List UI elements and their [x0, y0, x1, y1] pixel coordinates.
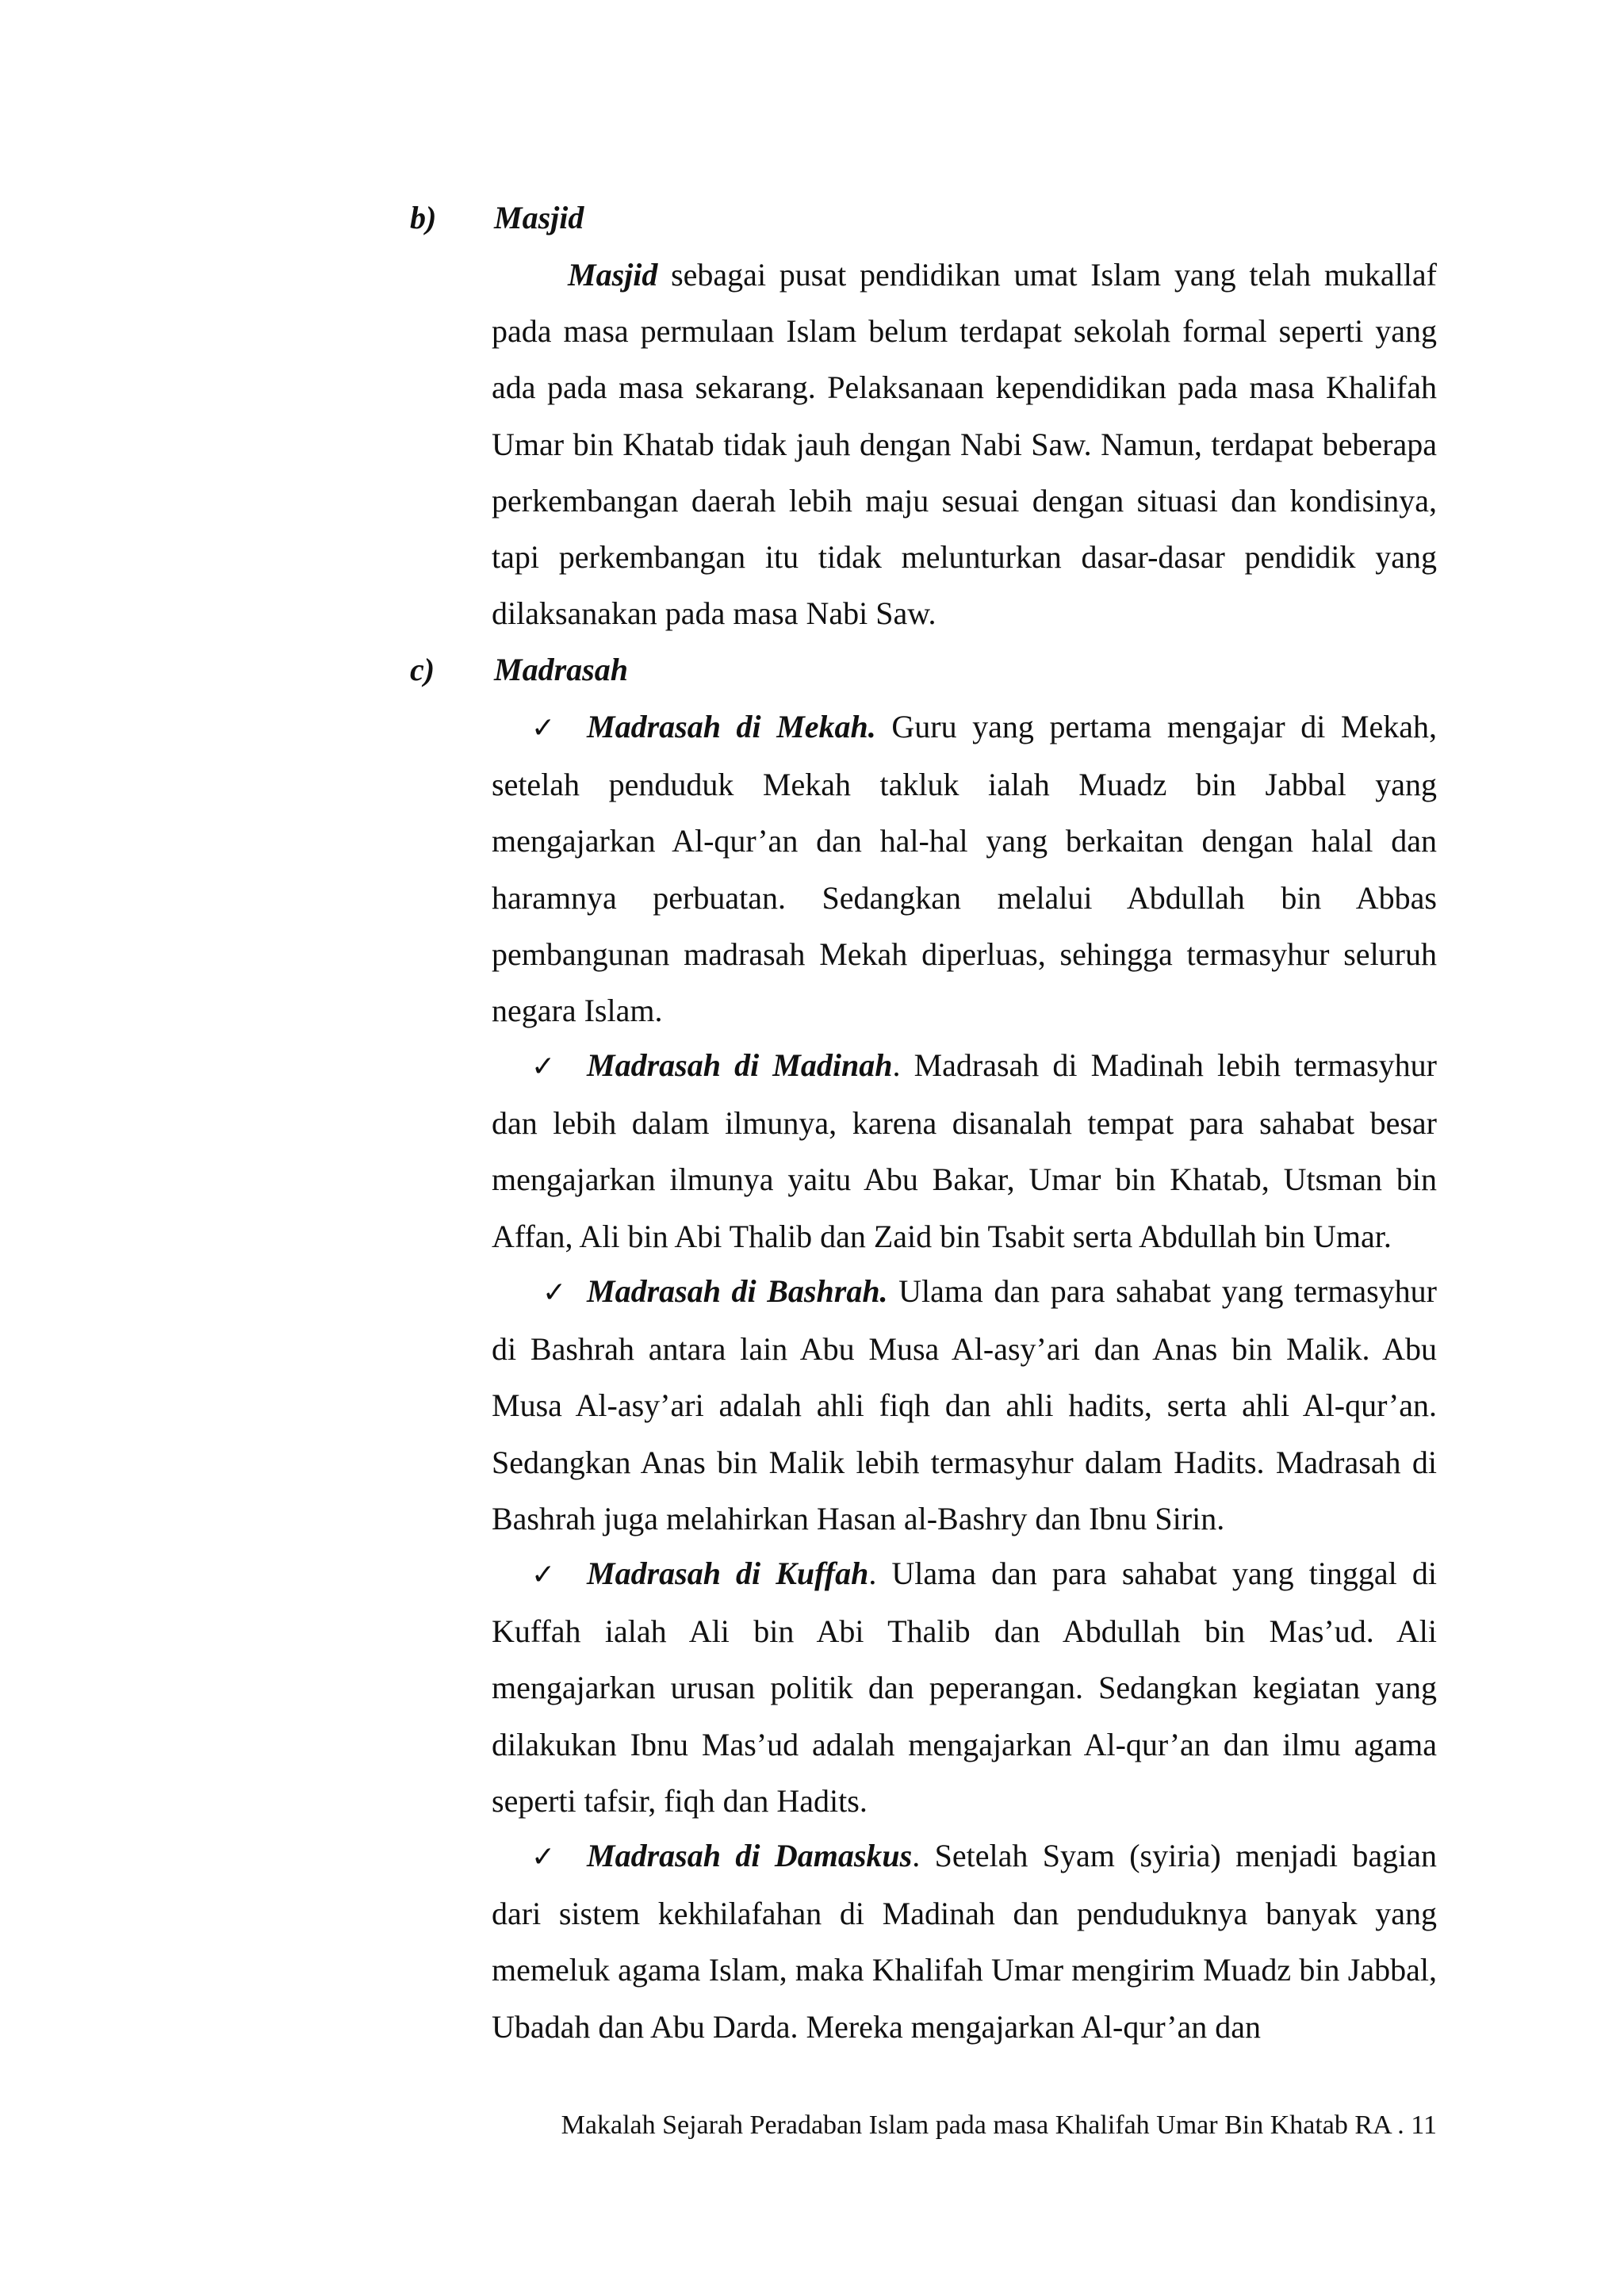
page-footer: Makalah Sejarah Peradaban Islam pada masa Khalifah Umar Bin Khatab RA . 11	[561, 2110, 1437, 2140]
paragraph-text: sebagai pusat pendidikan umat Islam yang telah mukallaf pada masa permulaan Islam belum terdapat sekolah formal seperti yang ada pada masa sekarang. Pelaksanaan kependidikan pada masa Khalifah Umar bin Khatab tidak jauh dengan Nabi Saw. Namun, terdapat beberapa perkembangan daerah lebih maju sesuai dengan situasi dan kondisinya, tapi perkembangan itu tidak melunturkan dasar-dasar pendidik yang dilaksanakan pada masa Nabi Saw.	[492, 257, 1437, 632]
checkmark-icon: ✓	[531, 712, 556, 744]
item-lead: Madrasah di Madinah	[587, 1047, 893, 1083]
item-lead: Madrasah di Mekah.	[587, 709, 876, 744]
list-item-madrasah-mekah	[492, 698, 1437, 1039]
section-title: Madrasah	[494, 652, 628, 687]
item-text: . Setelah Syam (syiria) menjadi bagian dari sistem kekhilafahan di Madinah dan penduduknya banyak yang memeluk agama Islam, maka Khalifah Umar mengirim Muadz bin Jabbal, Ubadah dan Abu Darda. Mereka mengajarkan Al-qur’an dan	[492, 1838, 1437, 2045]
list-item-madrasah-bashrah	[492, 1263, 1437, 1547]
section-marker: b)	[410, 200, 437, 235]
section-title: Masjid	[494, 200, 584, 235]
section-marker: c)	[410, 652, 435, 687]
paragraph-lead: Masjid	[568, 257, 658, 293]
item-text: Ulama dan para sahabat yang termasyhur di Bashrah antara lain Abu Musa Al-asy’ari dan Anas bin Malik. Abu Musa Al-asy’ari adalah ahli fiqh dan ahli hadits, serta ahli Al-qur’an. Sedangkan Anas bin Malik lebih termasyhur dalam Hadits. Madrasah di Bashrah juga melahirkan Hasan al-Bashry dan Ibnu Sirin.	[492, 1273, 1437, 1536]
list-item-madrasah-damaskus	[492, 1827, 1437, 2055]
checkmark-icon: ✓	[531, 1050, 556, 1083]
item-lead: Madrasah di Damaskus	[587, 1838, 913, 1873]
item-lead: Madrasah di Kuffah	[587, 1556, 869, 1591]
item-text: . Ulama dan para sahabat yang tinggal di Kuffah ialah Ali bin Abi Thalib dan Abdullah bin Mas’ud. Ali mengajarkan urusan politik dan peperangan. Sedangkan kegiatan yang dilakukan Ibnu Mas’ud adalah mengajarkan Al-qur’an dan ilmu agama seperti tafsir, fiqh dan Hadits.	[492, 1556, 1437, 1819]
checkmark-icon: ✓	[542, 1276, 567, 1309]
paragraph-masjid	[492, 247, 1437, 641]
list-item-madrasah-kuffah	[492, 1545, 1437, 1829]
item-lead: Madrasah di Bashrah.	[587, 1273, 888, 1309]
section-heading-madrasah	[410, 641, 628, 698]
list-item-madrasah-madinah	[492, 1037, 1437, 1265]
section-heading-masjid	[410, 189, 584, 247]
item-text: . Madrasah di Madinah lebih termasyhur dan lebih dalam ilmunya, karena disanalah tempat para sahabat besar mengajarkan ilmunya yaitu Abu Bakar, Umar bin Khatab, Utsman bin Affan, Ali bin Abi Thalib dan Zaid bin Tsabit serta Abdullah bin Umar.	[492, 1047, 1437, 1254]
checkmark-icon: ✓	[531, 1559, 556, 1591]
item-text: Guru yang pertama mengajar di Mekah, setelah penduduk Mekah takluk ialah Muadz bin Jabbal yang mengajarkan Al-qur’an dan hal-hal yang berkaitan dengan halal dan haramnya perbuatan. Sedangkan melalui Abdullah bin Abbas pembangunan madrasah Mekah diperluas, sehingga termasyhur seluruh negara Islam.	[492, 709, 1438, 1029]
checkmark-icon: ✓	[531, 1841, 556, 1873]
